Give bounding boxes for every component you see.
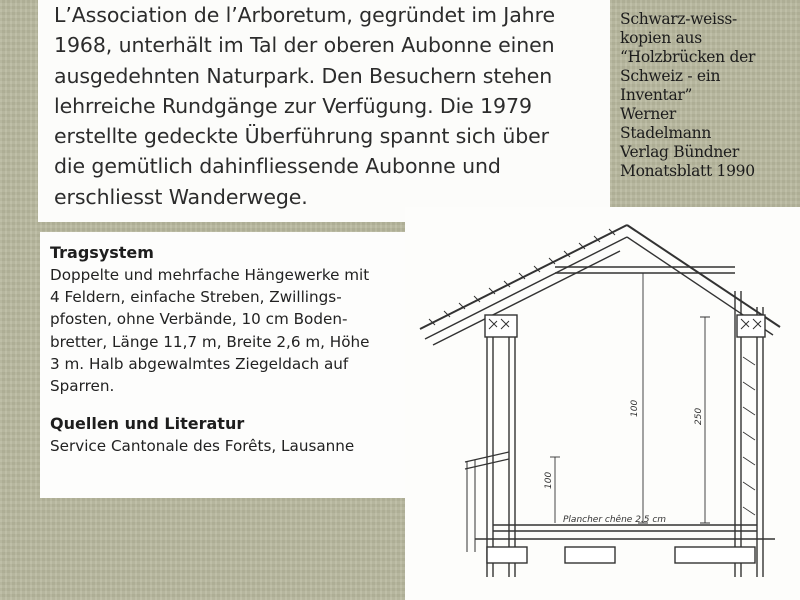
floor-label: Plancher chêne 2.5 cm — [563, 515, 667, 525]
intro-paragraph: L’Association de l’Arboretum, gegründet im Jahre 1968, unterhält im Tal der oberen Aubonne einen ausgedehnten Naturpark. Den Besuchern stehen lehrreiche Rundgänge zur Verfügung. Die 1979 erstellte gedeckte Überführung spannt sich über die gemütlich dahinfliessende Aubonne und erschliesst Wanderwege. — [54, 3, 555, 209]
intro-text-scan — [38, 0, 610, 222]
dim-label-c: 100 — [544, 471, 554, 489]
floor-boards — [493, 525, 757, 531]
floor-beam-left — [487, 547, 527, 563]
structure-paragraph: Doppelte und mehrfache Hängewerke mit 4 Feldern, einfache Streben, Zwillings- pfosten, ohne Verbände, 10 cm Boden- bretter, Länge 11,7 m, Breite 2,6 m, Höhe 3 m. Halb abgewalmtes Ziegeldach auf Sparren. — [50, 266, 370, 396]
cross-section-drawing — [405, 207, 800, 600]
roof-left-slope-under — [433, 251, 620, 345]
floor-beam-mid — [565, 547, 615, 563]
dim-label-b: 250 — [694, 407, 704, 425]
dim-label-a: 100 — [630, 399, 640, 417]
right-post-cap — [737, 315, 765, 337]
sources-heading: Quellen und Literatur — [50, 414, 245, 434]
right-post-inner — [757, 307, 763, 577]
cross-section-svg — [405, 207, 800, 600]
roof-left-slope-inner — [425, 237, 627, 339]
sources-text: Service Cantonale des Forêts, Lausanne — [50, 437, 355, 456]
structure-heading: Tragsystem — [50, 243, 154, 262]
structure-text-scan — [40, 232, 406, 498]
left-post-inner — [509, 317, 515, 577]
floor-beam-right — [675, 547, 755, 563]
left-post-cap — [485, 315, 517, 337]
source-caption: Schwarz-weiss- kopien aus “Holzbrücken der Schweiz - ein Inventar” Werner Stadelmann Verlag Bündner Monatsblatt 1990 — [620, 10, 756, 180]
left-post-outer — [487, 317, 493, 577]
